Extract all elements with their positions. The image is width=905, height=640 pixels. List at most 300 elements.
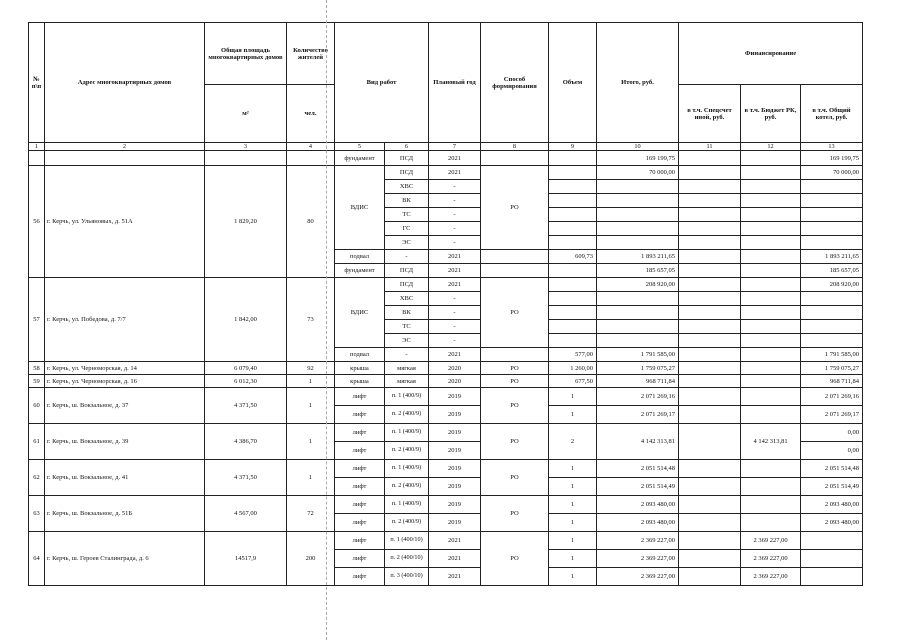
cell-method: РО (481, 532, 549, 586)
cell-total: 2 093 480,00 (597, 496, 679, 514)
cell-total: 70 000,00 (597, 166, 679, 180)
cell-empty (679, 348, 741, 362)
cell-area: 1 842,00 (205, 278, 287, 362)
cell-total: 1 791 585,00 (597, 348, 679, 362)
cell-year: 2019 (429, 460, 481, 478)
cell-empty (679, 166, 741, 180)
cell-work: фундамент (335, 151, 385, 166)
cell-subwork: п. 1 (400/10) (385, 532, 429, 550)
cell-year: 2019 (429, 496, 481, 514)
cell-empty (741, 151, 801, 166)
cell-subwork: - (385, 250, 429, 264)
cell-empty (741, 292, 801, 306)
cell-row-num: 61 (29, 424, 45, 460)
header-fin-common: в т.ч. Общий котел, руб. (801, 85, 863, 143)
cell-area: 4 371,50 (205, 388, 287, 424)
cell-work: лифт (335, 388, 385, 406)
cell-empty (679, 532, 741, 550)
cell-empty (597, 236, 679, 250)
cell-budget: 2 369 227,00 (741, 550, 801, 568)
cell-area: 14517,9 (205, 532, 287, 586)
cell-empty (597, 320, 679, 334)
cell-empty (549, 278, 597, 292)
cell-work: крыша (335, 362, 385, 375)
header-row-1 (29, 23, 863, 85)
cell-address: г. Керчь, ш. Героев Сталинграда, д. 6 (45, 532, 205, 586)
cell-empty (549, 236, 597, 250)
cell-empty (549, 320, 597, 334)
header-area-unit: м² (205, 85, 287, 143)
col-number: 10 (597, 143, 679, 151)
cell-total: 2 369 227,00 (597, 532, 679, 550)
cell-empty (801, 208, 863, 222)
cell-subwork: ПСД (385, 264, 429, 278)
cell-empty (741, 222, 801, 236)
cell-year: 2021 (429, 151, 481, 166)
cell-empty (679, 334, 741, 348)
header-area: Общая площадь многоквартирных домов (205, 23, 287, 85)
table-row (29, 151, 863, 166)
cell-work: лифт (335, 514, 385, 532)
cell-work: подвал (335, 250, 385, 264)
cell-empty (679, 375, 741, 388)
cell-area: 6 012,30 (205, 375, 287, 388)
cell-residents: 80 (287, 166, 335, 278)
col-number: 13 (801, 143, 863, 151)
table-row (29, 278, 863, 292)
cell-empty (741, 406, 801, 424)
cell-empty (741, 278, 801, 292)
cell-common: 2 093 480,00 (801, 514, 863, 532)
cell-residents: 1 (287, 460, 335, 496)
cell-residents: 1 (287, 424, 335, 460)
cell-address: г. Керчь, ул. Черноморская, д. 16 (45, 375, 205, 388)
cell-common: 2 051 514,49 (801, 478, 863, 496)
cell-volume: 1 (549, 406, 597, 424)
cell-subwork: ХВС (385, 180, 429, 194)
header-fin-budget: в т.ч. Бюджет РК, руб. (741, 85, 801, 143)
cell-empty (741, 478, 801, 496)
cell-empty (549, 306, 597, 320)
cell-address: г. Керчь, ш. Вокзальное, д. 41 (45, 460, 205, 496)
cell-empty (679, 550, 741, 568)
cell-empty (597, 334, 679, 348)
cell-common: 0,00 (801, 424, 863, 442)
col-number: 6 (385, 143, 429, 151)
table-row (29, 460, 863, 478)
cell-common: 968 711,84 (801, 375, 863, 388)
cell-work: лифт (335, 568, 385, 586)
cell-empty (741, 320, 801, 334)
cell-area: 6 079,40 (205, 362, 287, 375)
cell-volume: 1 (549, 478, 597, 496)
cell-area: 4 386,70 (205, 424, 287, 460)
cell-empty (801, 320, 863, 334)
cell-empty (741, 208, 801, 222)
cell-empty (679, 194, 741, 208)
table-row (29, 532, 863, 550)
cell-volume: 1 (549, 388, 597, 406)
cell-method: РО (481, 460, 549, 496)
cell-subwork: п. 2 (400/9) (385, 442, 429, 460)
header-residents-unit: чел. (287, 85, 335, 143)
cell-empty (549, 292, 597, 306)
cell-empty (679, 460, 741, 478)
cell-subwork: п. 2 (400/9) (385, 514, 429, 532)
cell-empty (679, 362, 741, 375)
cell-empty (679, 292, 741, 306)
cell-subwork: п. 1 (400/9) (385, 460, 429, 478)
cell-empty (679, 568, 741, 586)
header-address: Адрес многоквартирных домов (45, 23, 205, 143)
cell-address: г. Керчь, ш. Вокзальное, д. 37 (45, 388, 205, 424)
cell-empty (679, 388, 741, 406)
cell-empty (741, 166, 801, 180)
cell-residents: 72 (287, 496, 335, 532)
table-row (29, 362, 863, 375)
column-number-row (29, 143, 863, 151)
cell-work: лифт (335, 496, 385, 514)
cell-subwork: ГС (385, 222, 429, 236)
cell-work: фундамент (335, 264, 385, 278)
cell-subwork: п. 1 (400/9) (385, 388, 429, 406)
cell-empty (679, 320, 741, 334)
header-num: № п\п (29, 23, 45, 143)
header-plan-year: Плановый год (429, 23, 481, 143)
header-residents: Количество жителей (287, 23, 335, 85)
cell-volume: 2 (549, 424, 597, 460)
cell-empty (741, 306, 801, 320)
cell-empty (549, 166, 597, 180)
cell-empty (801, 568, 863, 586)
cell-common: 2 093 480,00 (801, 496, 863, 514)
col-number: 7 (429, 143, 481, 151)
cell-total: 968 711,84 (597, 375, 679, 388)
cell-total: 2 051 514,49 (597, 478, 679, 496)
cell-subwork: п. 3 (400/10) (385, 568, 429, 586)
cell-work: лифт (335, 478, 385, 496)
cell-year: 2021 (429, 166, 481, 180)
cell-empty (481, 264, 549, 278)
cell-total: 2 051 514,48 (597, 460, 679, 478)
cell-year: - (429, 194, 481, 208)
cell-total: 169 199,75 (597, 151, 679, 166)
cell-area: 1 829,20 (205, 166, 287, 278)
cell-method: РО (481, 375, 549, 388)
table-row (29, 424, 863, 442)
cell-area: 4 567,00 (205, 496, 287, 532)
cell-address: г. Керчь, ш. Вокзальное, д. 39 (45, 424, 205, 460)
cell-empty (801, 306, 863, 320)
cell-subwork: ВК (385, 194, 429, 208)
cell-empty (741, 180, 801, 194)
cell-empty (801, 292, 863, 306)
cell-volume: 1 (549, 514, 597, 532)
cell-common: 70 000,00 (801, 166, 863, 180)
cell-subwork: ХВС (385, 292, 429, 306)
table-row (29, 375, 863, 388)
cell-subwork: ЭС (385, 236, 429, 250)
cell-empty (549, 180, 597, 194)
cell-subwork: ЭС (385, 334, 429, 348)
cell-year: - (429, 334, 481, 348)
cell-empty (741, 250, 801, 264)
cell-subwork: п. 2 (400/9) (385, 478, 429, 496)
cell-address: г. Керчь, ул. Черноморская, д. 14 (45, 362, 205, 375)
header-fin-special: в т.ч. Спецсчет иной, руб. (679, 85, 741, 143)
cell-work-group: ВДИС (335, 278, 385, 348)
cell-year: 2019 (429, 514, 481, 532)
cell-volume: 609,73 (549, 250, 597, 264)
cell-empty (29, 151, 45, 166)
cell-empty (801, 180, 863, 194)
cell-empty (679, 264, 741, 278)
cell-work: лифт (335, 532, 385, 550)
cell-total: 208 920,00 (597, 278, 679, 292)
cell-volume: 1 (549, 568, 597, 586)
header-volume: Объем (549, 23, 597, 143)
cell-total: 1 893 211,65 (597, 250, 679, 264)
cell-work: лифт (335, 442, 385, 460)
cell-year: 2019 (429, 442, 481, 460)
header-financing: Финансирование (679, 23, 863, 85)
cell-empty (679, 478, 741, 496)
cell-work: подвал (335, 348, 385, 362)
cell-subwork: ТС (385, 320, 429, 334)
cell-empty (481, 151, 549, 166)
cell-empty (679, 222, 741, 236)
col-number: 8 (481, 143, 549, 151)
cell-empty (741, 264, 801, 278)
cell-method: РО (481, 424, 549, 460)
cell-empty (741, 388, 801, 406)
cell-total: 2 071 269,17 (597, 406, 679, 424)
cell-method: РО (481, 278, 549, 348)
cell-empty (741, 334, 801, 348)
cell-common: 208 920,00 (801, 278, 863, 292)
cell-year: 2021 (429, 532, 481, 550)
cell-empty (741, 375, 801, 388)
cell-empty (549, 208, 597, 222)
cell-row-num: 62 (29, 460, 45, 496)
cell-residents: 200 (287, 532, 335, 586)
cell-total: 2 071 269,16 (597, 388, 679, 406)
cell-budget: 4 142 313,81 (741, 424, 801, 460)
cell-year: - (429, 236, 481, 250)
cell-empty (287, 151, 335, 166)
cell-subwork: п. 2 (400/10) (385, 550, 429, 568)
cell-row-num: 64 (29, 532, 45, 586)
capital-repair-table-sheet (28, 22, 862, 586)
cell-empty (679, 278, 741, 292)
cell-volume: 1 (549, 532, 597, 550)
cell-year: 2021 (429, 278, 481, 292)
cell-common: 0,00 (801, 442, 863, 460)
cell-residents: 73 (287, 278, 335, 362)
cell-work: лифт (335, 550, 385, 568)
cell-empty (741, 496, 801, 514)
cell-subwork: ТС (385, 208, 429, 222)
cell-year: 2021 (429, 568, 481, 586)
cell-year: 2019 (429, 478, 481, 496)
cell-common: 169 199,75 (801, 151, 863, 166)
table-row (29, 388, 863, 406)
cell-empty (481, 250, 549, 264)
col-number: 2 (45, 143, 205, 151)
cell-year: - (429, 180, 481, 194)
cell-subwork: ПСД (385, 151, 429, 166)
cell-year: 2021 (429, 264, 481, 278)
col-number: 9 (549, 143, 597, 151)
cell-empty (597, 306, 679, 320)
cell-year: 2019 (429, 406, 481, 424)
cell-work: крыша (335, 375, 385, 388)
cell-row-num: 56 (29, 166, 45, 278)
cell-empty (481, 348, 549, 362)
cell-empty (741, 348, 801, 362)
col-number: 12 (741, 143, 801, 151)
cell-empty (597, 208, 679, 222)
cell-empty (205, 151, 287, 166)
cell-residents: 92 (287, 362, 335, 375)
cell-area: 4 371,50 (205, 460, 287, 496)
cell-common: 1 759 075,27 (801, 362, 863, 375)
cell-empty (597, 292, 679, 306)
cell-empty (801, 334, 863, 348)
cell-subwork: ВК (385, 306, 429, 320)
cell-year: 2019 (429, 388, 481, 406)
cell-year: - (429, 306, 481, 320)
cell-empty (597, 222, 679, 236)
cell-work-group: ВДИС (335, 166, 385, 250)
cell-row-num: 63 (29, 496, 45, 532)
cell-empty (549, 194, 597, 208)
cell-volume: 1 (549, 460, 597, 478)
cell-total: 185 657,05 (597, 264, 679, 278)
cell-year: - (429, 208, 481, 222)
table-row (29, 166, 863, 180)
cell-empty (741, 514, 801, 532)
col-number: 5 (335, 143, 385, 151)
cell-common: 2 051 514,48 (801, 460, 863, 478)
cell-common: 2 071 269,17 (801, 406, 863, 424)
cell-year: 2021 (429, 348, 481, 362)
cell-total: 2 093 480,00 (597, 514, 679, 532)
cell-subwork: п. 2 (400/9) (385, 406, 429, 424)
cell-total: 2 369 227,00 (597, 550, 679, 568)
col-number: 4 (287, 143, 335, 151)
cell-empty (597, 194, 679, 208)
cell-empty (801, 236, 863, 250)
cell-method: РО (481, 496, 549, 532)
cell-volume: 1 260,00 (549, 362, 597, 375)
cell-empty (679, 514, 741, 532)
cell-method: РО (481, 388, 549, 424)
cell-volume: 677,50 (549, 375, 597, 388)
cell-empty (549, 334, 597, 348)
cell-empty (679, 306, 741, 320)
cell-address: г. Керчь, ш. Вокзальное, д. 51Б (45, 496, 205, 532)
col-number: 3 (205, 143, 287, 151)
cell-year: - (429, 222, 481, 236)
cell-address: г. Керчь, ул. Победова, д. 7/7 (45, 278, 205, 362)
cell-subwork: - (385, 348, 429, 362)
cell-work: лифт (335, 424, 385, 442)
cell-empty (801, 532, 863, 550)
cell-empty (741, 236, 801, 250)
header-method: Способ формирования (481, 23, 549, 143)
cell-year: 2021 (429, 250, 481, 264)
cell-subwork: п. 1 (400/9) (385, 496, 429, 514)
cell-method: РО (481, 166, 549, 250)
cell-residents: 1 (287, 388, 335, 424)
cell-empty (549, 264, 597, 278)
cell-empty (801, 222, 863, 236)
cell-empty (741, 194, 801, 208)
cell-common: 1 791 585,00 (801, 348, 863, 362)
cell-year: 2021 (429, 550, 481, 568)
cell-year: 2020 (429, 362, 481, 375)
cell-empty (679, 406, 741, 424)
cell-subwork: ПСД (385, 166, 429, 180)
cell-year: 2020 (429, 375, 481, 388)
cell-subwork: мягкая (385, 375, 429, 388)
cell-empty (45, 151, 205, 166)
cell-empty (801, 550, 863, 568)
cell-volume: 577,00 (549, 348, 597, 362)
cell-empty (679, 180, 741, 194)
cell-empty (679, 250, 741, 264)
cell-method: РО (481, 362, 549, 375)
cell-row-num: 59 (29, 375, 45, 388)
cell-work: лифт (335, 406, 385, 424)
cell-empty (679, 236, 741, 250)
cell-empty (679, 151, 741, 166)
cell-volume: 1 (549, 496, 597, 514)
table-row (29, 496, 863, 514)
cell-empty (549, 222, 597, 236)
cell-common: 2 071 269,16 (801, 388, 863, 406)
cell-row-num: 60 (29, 388, 45, 424)
cell-empty (549, 151, 597, 166)
cell-subwork: п. 1 (400/9) (385, 424, 429, 442)
cell-empty (741, 362, 801, 375)
cell-residents: 1 (287, 375, 335, 388)
cell-volume: 1 (549, 550, 597, 568)
cell-empty (741, 460, 801, 478)
cell-work: лифт (335, 460, 385, 478)
cell-total: 4 142 313,81 (597, 424, 679, 460)
cell-budget: 2 369 227,00 (741, 568, 801, 586)
page-fold-line (326, 0, 327, 640)
cell-year: 2019 (429, 424, 481, 442)
cell-empty (597, 180, 679, 194)
cell-row-num: 58 (29, 362, 45, 375)
col-number: 1 (29, 143, 45, 151)
cell-total: 2 369 227,00 (597, 568, 679, 586)
cell-total: 1 759 075,27 (597, 362, 679, 375)
cell-year: - (429, 320, 481, 334)
col-number: 11 (679, 143, 741, 151)
cell-year: - (429, 292, 481, 306)
cell-empty (679, 424, 741, 460)
repair-program-table (28, 22, 863, 586)
cell-address: г. Керчь, ул. Ульяновых, д. 51А (45, 166, 205, 278)
cell-budget: 2 369 227,00 (741, 532, 801, 550)
header-work-type: Вид работ (335, 23, 429, 143)
cell-subwork: мягкая (385, 362, 429, 375)
cell-empty (679, 496, 741, 514)
